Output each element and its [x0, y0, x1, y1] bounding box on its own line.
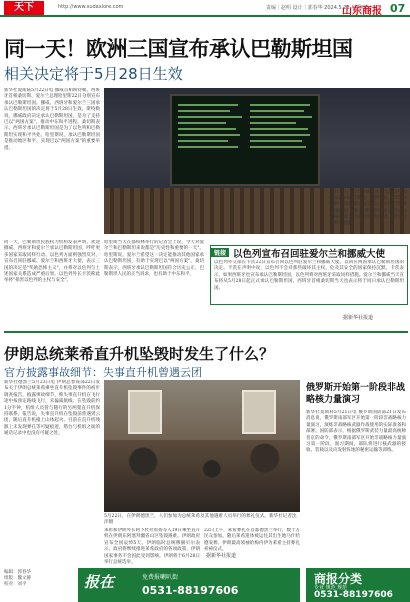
- photo2-caption: 5月22日，在伊朗德黑兰，人们参加为总统莱希及其他遇难人员举行的葬礼仪式。新华社记者沈洋摄: [104, 514, 297, 525]
- portrait-right: [242, 390, 276, 434]
- story2-col1: 新华社德黑兰5月23日电 伊朗总参谋部22日发布关于伊朗总统莱希乘坐直升机坠毁事件的初步调查报告，披露事故细节，称失事直升机在飞行途中按预定路线飞行，未偏离航线；在坠毁前约1分半钟，机组人员曾与随行的另两架直升机保持联系。报告说，失事直升机在坠毁前曾遇到云团，随后直升机撞上山体起火。目前在直升机残骸上未发现弹孔等可疑痕迹，塔台与机组之间的通话记录中也没有可疑之处。: [4, 380, 100, 437]
- ad1-title: 报在: [84, 573, 115, 591]
- sidebar-tag: 链接: [211, 248, 229, 257]
- ad1-tagline: 免费报喇叭街: [142, 574, 179, 581]
- page-meta: 责编｜赵明 设计｜郭春华 2024.5.23 星期四: [266, 5, 367, 11]
- paper-name: 山东商报: [342, 6, 382, 17]
- sidebar-title: [211, 246, 385, 260]
- masthead: [0, 0, 410, 17]
- ad2-phone: 0531-88197606: [314, 590, 393, 600]
- ad2-tagline: 专业 规范 规范: [314, 585, 348, 591]
- section-divider: [4, 331, 408, 333]
- ad-banner-left[interactable]: [78, 568, 300, 602]
- sidebar-text: 以色列外交部长卡茨22日宣布召回以色列驻爱尔兰和挪威大使，以回应两国承认巴勒斯坦国的决定。卡茨在声明中说，以色列不会对那些破坏其主权、危及其安全的国家保持沉默。卡茨表示，如果西班牙也宣布承认巴勒斯坦国，以色列将对西班牙采取同样措施。爱尔兰和挪威当天宣布将从5月28日起正式承认巴勒斯坦国，西班牙首相桑切斯当天也表示将于同日承认巴勒斯坦国。: [214, 260, 404, 291]
- story3-text: 新华社莫斯科5月21日电 俄罗斯国防部21日发布消息说，俄罗斯南部军区开始第一阶段非战略核力量演习，演练非战略核武器作战使用的实际准备和部署。国防部表示，根据俄罗斯武装力量最高统帅普京的命令，俄罗斯南部军区开始非战略核力量演习第一阶段。演习期间，部队将进行核武器的接收、装载以及向发射阵地的秘密运输等训练。: [306, 410, 406, 454]
- sidebar-title-text: 以色列宣布召回驻爱尔兰和挪威大使: [233, 249, 386, 260]
- story1-col3: 哈里斯当天在都柏林举行的记者会上说，今天对爱尔兰和巴勒斯坦来说都是"历史性和重要的一天"。哈里斯说，爱尔兰希望这一决定能推动其他国家承认巴勒斯坦国，有助于实现巴以"两国方案"。桑切斯表示，西班牙承认巴勒斯坦国符合历史公正、巴勒斯坦人民的正当诉求，也有助于中东和平。: [104, 240, 204, 278]
- funeral-photo: [104, 380, 300, 512]
- section-logo: 天下: [4, 1, 44, 15]
- ad1-phone: 0531-88197606: [142, 584, 239, 597]
- story1-col2: 同一天，巴勒斯坦民族权力机构发表声明，欢迎挪威、西班牙和爱尔兰承认巴勒斯坦国，呼吁更多国家采取同样行动。以色列方面则强烈反对，宣布召回驻挪威、爱尔兰和西班牙大使，表示三国的决定是"奖励恐怖主义"，并将对以色列与上述国家关系造成严重后果。以色列外长卡茨称此举将"损害以色列的主权与安全"。: [4, 240, 100, 284]
- story2-col3: 22日上午，莱希葬礼在首都德黑兰举行，数十万民众参加。随后莱希遗体被运往其出生地马什哈德安葬。伊朗最高领袖哈梅内伊为莱希主持葬礼祈祷仪式。: [204, 528, 300, 552]
- story1-col1: 新华社爱斯陆5月22日电 挪威首相斯特勒、西班牙首相桑切斯、爱尔兰总理哈里斯22日分别宣布承认巴勒斯坦国。挪威、西班牙和爱尔兰三国承认巴勒斯坦国的决定将于5月28日生效。斯特勒说，挪威政府决定承认巴勒斯坦国，是为了支持巴以"两国方案"，推动中东和平进程。桑切斯表示，西班牙承认巴勒斯坦国是为了以色列和巴勒斯坦实现和平共处。哈里斯说，承认巴勒斯坦国是推动地区和平、实现巴以"两国方案"的重要举措。: [4, 88, 100, 151]
- sidebar-credit: 据新华社报道: [343, 315, 374, 321]
- site-url[interactable]: http://www.sudaxiore.com: [58, 4, 124, 10]
- story1-subhead: 相关决定将于5月28日生效: [4, 65, 183, 83]
- story3-headline: 俄罗斯开始第一阶段非战略核力量演习: [306, 383, 406, 405]
- story2-col2: 莱希和伊朗外长阿卜杜拉希扬等人19日乘坐直升机在伊朗东阿塞拜疆省山区坠毁遇难。伊朗政府宣布全国哀悼5天。伊朗临时总统穆赫贝尔表示，政府将继续推进莱希政府的各项政策，伊朗国家事务不会因此受到影响。伊朗将于6月28日举行总统选举。: [104, 528, 200, 566]
- photo1-caption: 5月10日，第十届联合国大会紧急特别会议以143票赞成、9票反对、25票弃权的表决结果通过决议，支持巴勒斯坦国所提《联合国宪章》规定的成员资格并获准为联合国会员国。新华社记者李睿摄: [329, 190, 407, 227]
- story2-credit: 据新华社报道: [206, 553, 237, 559]
- story2-subhead: 官方披露事故细节：失事直升机曾遇云团: [4, 366, 202, 379]
- portrait-left: [128, 390, 162, 434]
- ad2-title: 商报分类: [314, 572, 363, 586]
- page-number: 07: [390, 2, 406, 15]
- crowd: [104, 440, 300, 512]
- editor-credits: 编辑：郭春华 组版：魏文静 校对：刘平: [4, 570, 31, 587]
- vote-board: [170, 94, 320, 186]
- story1-headline: 同一天！欧洲三国宣布承认巴勒斯坦国: [4, 37, 353, 61]
- story2-headline: 伊朗总统莱希直升机坠毁时发生了什么？: [4, 345, 275, 363]
- ad-banner-right[interactable]: [306, 568, 410, 602]
